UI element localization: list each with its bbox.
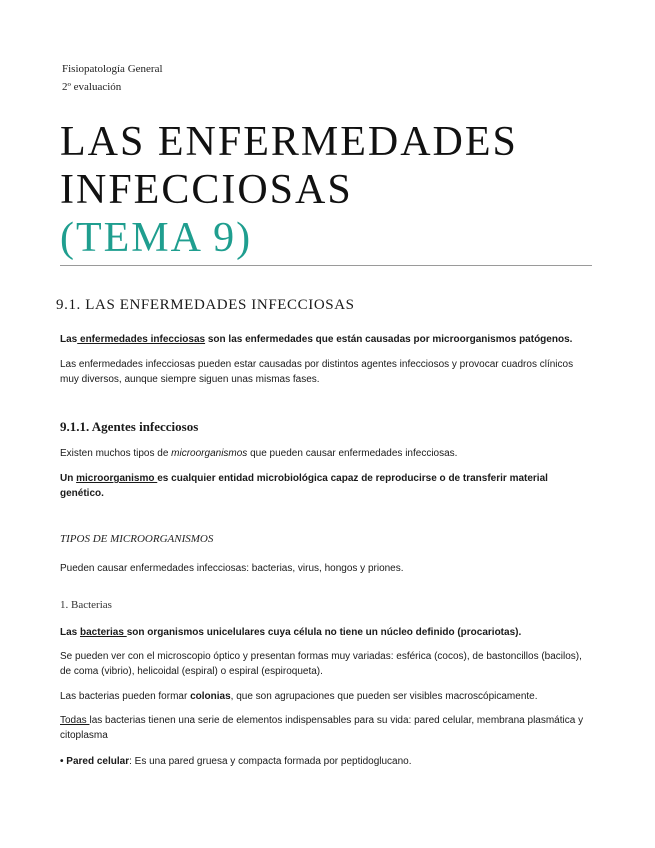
document-title xyxy=(60,118,518,262)
bullet-item xyxy=(60,754,590,769)
bacterias-p1 xyxy=(60,625,590,640)
bp1-term: bacterias xyxy=(80,627,127,638)
bacterias-p4 xyxy=(60,713,590,743)
header-subject: Fisiopatología General xyxy=(62,63,163,75)
subsection-heading: 9.1.1. Agentes infecciosos xyxy=(60,419,199,434)
section-heading: 9.1. LAS ENFERMEDADES INFECCIOSAS xyxy=(56,297,355,313)
bp4-term: Todas xyxy=(60,715,90,726)
bp1-a: Las xyxy=(60,627,81,638)
p3-c: que pueden causar enfermedades infecciosas. xyxy=(247,448,458,459)
header-evaluation: 2º evaluación xyxy=(62,81,122,93)
p1-a: Las xyxy=(60,334,78,345)
p1-term: enfermedades infecciosas xyxy=(77,334,206,345)
p3-term: microorganismos xyxy=(171,448,248,459)
types-title: TIPOS DE MICROORGANISMOS xyxy=(60,533,214,545)
paragraph-4 xyxy=(60,471,590,501)
p1-c: son las enfermedades que están causadas por microorganismos patógenos. xyxy=(205,334,573,345)
bacterias-heading: 1. Bacterias xyxy=(60,599,112,611)
paragraph-1 xyxy=(60,332,590,347)
p4-term: microorganismo xyxy=(76,473,158,484)
paragraph-3 xyxy=(60,446,590,461)
types-text: Pueden causar enfermedades infecciosas: bacterias, virus, hongos y priones. xyxy=(60,563,404,574)
bp3-a: Las bacterias pueden formar xyxy=(60,691,191,702)
title-line-3: (TEMA 9) xyxy=(60,215,253,261)
p4-c: es cualquier entidad microbiológica capaz de reproducirse o de transferir material genético. xyxy=(60,473,548,499)
title-line-1: LAS ENFERMEDADES xyxy=(60,119,518,165)
bullet-text: : Es una pared gruesa y compacta formada por peptidoglucano. xyxy=(129,756,412,767)
bp4-b: las bacterias tienen una serie de elementos indispensables para su vida: pared celular, membrana plasmática y citoplasma xyxy=(60,715,584,741)
bullet-label: Pared celular xyxy=(66,756,130,767)
bp3-term: colonias xyxy=(190,691,231,702)
paragraph-2: Las enfermedades infecciosas pueden estar causadas por distintos agentes infecciosos y provocar cuadros clínicos muy diversos, aunque siempre siguen unas mismas fases. xyxy=(60,359,574,385)
divider xyxy=(60,265,592,266)
bacterias-p3 xyxy=(60,689,590,704)
bacterias-p2: Se pueden ver con el microscopio óptico y presentan formas muy variadas: esférica (cocos), de bastoncillos (bacilos), de coma (vibrio), helicoidal (espiral) o espiral (espiroqueta). xyxy=(60,651,582,677)
bp1-c: son organismos unicelulares cuya célula no tiene un núcleo definido (procariotas). xyxy=(126,627,522,638)
bp3-c: , que son agrupaciones que pueden ser visibles macroscópicamente. xyxy=(230,691,538,702)
title-line-2: INFECCIOSAS xyxy=(60,167,353,213)
p3-a: Existen muchos tipos de xyxy=(60,448,172,459)
bullet-mark: • xyxy=(60,756,64,767)
p4-a: Un xyxy=(60,473,77,484)
